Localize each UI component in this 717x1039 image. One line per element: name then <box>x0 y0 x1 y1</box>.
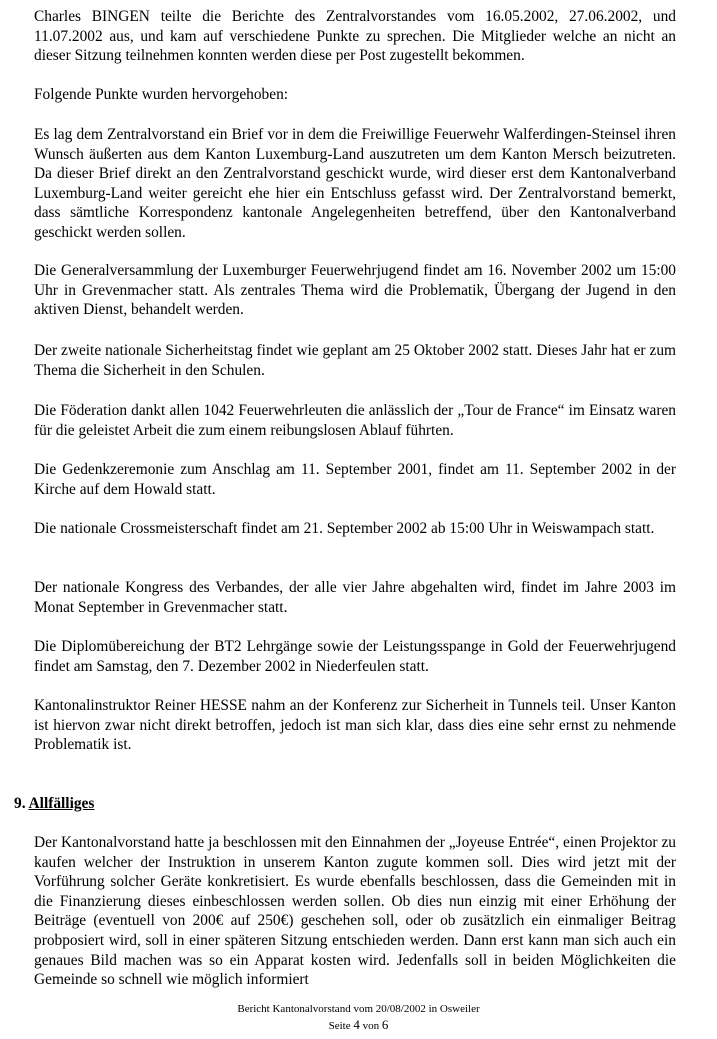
paragraph-diploma-ceremony: Die Diplomübereichung der BT2 Lehrgänge sowie der Leistungsspange in Gold der Feuerwehrjugend findet am Samstag, den 7. Dezember 2002 in Niederfeulen statt. <box>34 638 676 675</box>
paragraph-cross-championship: Die nationale Crossmeisterschaft findet am 21. September 2002 ab 15:00 Uhr in Weiswampach statt. <box>34 520 655 537</box>
paragraph-feuerwehrjugend-assembly: Die Generalversammlung der Luxemburger Feuerwehrjugend findet am 16. November 2002 um 15:00 Uhr in Grevenmacher statt. Als zentrales Thema wird die Problematik, Übergang der Jugend in den aktiven Dienst, behandelt werden. <box>34 262 676 319</box>
paragraph-walferdingen-letter: Es lag dem Zentralvorstand ein Brief vor in dem die Freiwillige Feuerwehr Walferdingen-Steinsel ihren Wunsch äußerten aus dem Kanton Luxemburg-Land auszutreten um dem Kanton Mersch beizutreten. Da dieser Brief direkt an den Zentralvorstand geschickt wurde, wird dieser erst dem Kantonalverband Luxemburg-Land weiter gereicht ehe hier ein Entschluss gefasst wird. Der Zentralvorstand bemerkt, dass sämtliche Korrespondenz kantonale Angelegenheiten betreffend, über den Kantonalverband geschickt werden sollen. <box>34 126 676 241</box>
footer-page-current: 4 <box>353 1017 360 1032</box>
paragraph-national-congress: Der nationale Kongress des Verbandes, der alle vier Jahre abgehalten wird, findet im Jahre 2003 im Monat September in Grevenmacher statt. <box>34 579 676 616</box>
paragraph-reports: Charles BINGEN teilte die Berichte des Zentralvorstandes vom 16.05.2002, 27.06.2002, und 11.07.2002 aus, und kam auf verschiedene Punkte zu sprechen. Die Mitglieder welche an nicht an dieser Sitzung teilnehmen konnten werden diese per Post zugestellt bekommen. <box>34 8 676 65</box>
paragraph-memorial-ceremony: Die Gedenkzeremonie zum Anschlag am 11. September 2001, findet am 11. September 2002 in der Kirche auf dem Howald statt. <box>34 461 676 498</box>
section-number: 9. <box>14 795 26 812</box>
footer-page-label: Seite <box>328 1020 351 1032</box>
paragraph-projector: Der Kantonalvorstand hatte ja beschlossen mit den Einnahmen der „Joyeuse Entrée“, einen Projektor zu kaufen welcher der Instruktion in unserem Kanton zugute kommen soll. Dies wird jetzt mit der Vorführung solcher Geräte konkretisiert. Es wurde ebenfalls beschlossen, dass die Gemeinden mit in die Finanzierung dieses einbeschlossen werden sollen. Ob dies nun einzig mit einer Erhöhung der Beiträge (eventuell von 200€ auf 250€) geschehen soll, oder ob zusätzlich ein einmaliger Beitrag probposiert wird, soll in einer späteren Sitzung entschieden werden. Dann erst kann man sich auch ein genaues Bild machen was so ein Apparat kosten wird. Jedenfalls soll in beiden Möglichkeiten die Gemeinde so schnell wie möglich informiert <box>34 834 676 989</box>
paragraph-tunnel-conference: Kantonalinstruktor Reiner HESSE nahm an der Konferenz zur Sicherheit in Tunnels teil. Unser Kanton ist hiervon zwar nicht direkt betroffen, jedoch ist man sich klar, dass dies eine sehr ernst zu nehmende Problematik ist. <box>34 697 676 754</box>
footer-page-sep: von <box>362 1020 380 1032</box>
footer-page-total: 6 <box>381 1017 389 1032</box>
footer-report-line: Bericht Kantonalvorstand vom 20/08/2002 in Osweiler <box>237 1003 480 1015</box>
paragraph-safety-day: Der zweite nationale Sicherheitstag findet wie geplant am 25 Oktober 2002 statt. Dieses Jahr hat er zum Thema die Sicherheit in den Schulen. <box>34 342 676 379</box>
footer-page-number <box>0 1017 717 1034</box>
paragraph-highlights-intro: Folgende Punkte wurden hervorgehoben: <box>34 86 289 103</box>
section-heading <box>14 794 94 814</box>
section-title: Allfälliges <box>28 795 95 812</box>
paragraph-tour-de-france: Die Föderation dankt allen 1042 Feuerwehrleuten die anlässlich der „Tour de France“ im Einsatz waren für die geleistet Arbeit die zum einem reibungslosen Ablauf führten. <box>34 402 676 439</box>
